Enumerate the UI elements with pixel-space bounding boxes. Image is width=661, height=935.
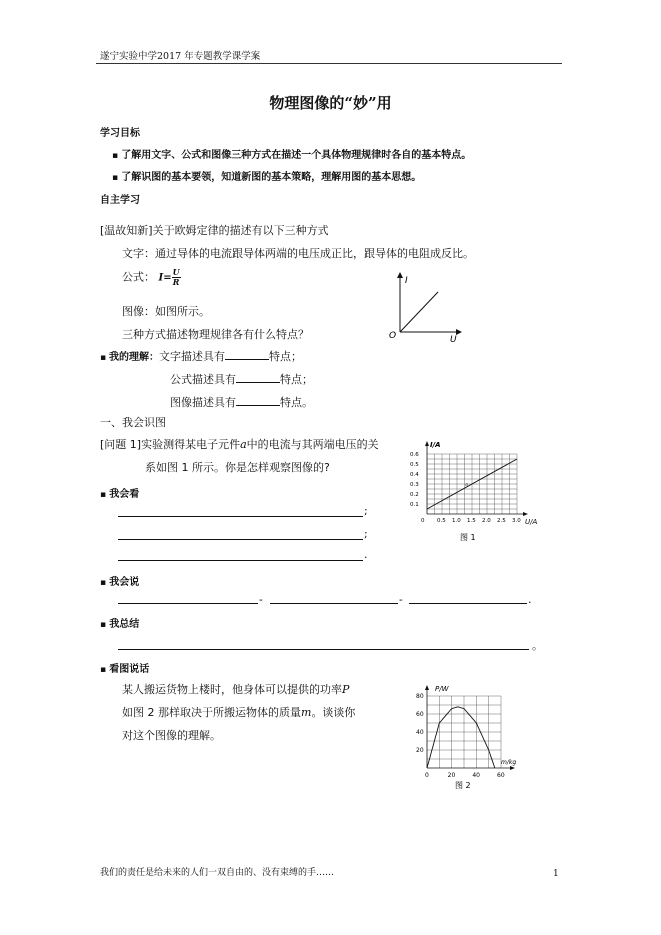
- formula-lhs: I: [158, 272, 164, 284]
- fig2-y-tick: 80: [416, 693, 424, 700]
- fig2-x-label: m/kg: [501, 759, 517, 766]
- fig1-x-tick: 2.5: [497, 518, 506, 524]
- fig1-x-arrow-icon: [523, 512, 528, 516]
- answer-line[interactable]: [118, 560, 363, 561]
- fig1-x-tick: 1.5: [467, 518, 476, 524]
- fig2-y-tick: 60: [416, 711, 424, 718]
- fig2-x-arrow-icon: [510, 766, 515, 770]
- understanding-label: 我的理解：: [108, 352, 159, 363]
- fig1-y-tick: 0.3: [410, 482, 419, 488]
- understanding-row-1: ▪ 我的理解：文字描述具有 特点；: [100, 350, 302, 363]
- problem1-line1: [问题 1]实验测得某电子元件a中的电流与其两端电压的关: [100, 438, 379, 451]
- header-rule: [96, 63, 562, 64]
- talk-line-2: 如图 2 那样取决于所搬运物体的质量m。谈谈你: [122, 706, 356, 719]
- three-ways-question: 三种方式描述物理规律各有什么特点？: [122, 328, 309, 341]
- bullet-icon: ▪: [112, 173, 122, 183]
- formula-fraction: $\frac{U}{R}$: [172, 267, 180, 287]
- answer-line[interactable]: [118, 516, 363, 517]
- self-study-heading: 自主学习: [100, 195, 140, 206]
- talk-line-3: 对这个图像的理解。: [122, 729, 221, 742]
- fig1-x-tick: 2.0: [482, 518, 491, 524]
- say-row: ▪ 我会说: [100, 577, 140, 588]
- answer-blank[interactable]: [236, 394, 280, 406]
- bullet-icon: ▪: [100, 353, 109, 363]
- fig2-caption: 图 2: [455, 781, 471, 790]
- fig1-y-arrow-icon: [425, 441, 429, 446]
- fig2-y-tick: 20: [416, 747, 424, 754]
- line-end: 。: [532, 639, 543, 652]
- fig2-x-tick: 40: [472, 772, 480, 779]
- formula-label: 公式：: [122, 270, 155, 284]
- talk-line-1: 某人搬运货物上楼时，他身体可以提供的功率P: [122, 683, 350, 696]
- understanding-row-3: 图像描述具有 特点。: [170, 396, 313, 409]
- fig2-x-tick: 60: [497, 772, 505, 779]
- image-description: 图像：如图所示。: [122, 305, 210, 318]
- summary-row: ▪ 我总结: [100, 619, 140, 630]
- answer-line[interactable]: [118, 539, 363, 540]
- fig1-x-label: U/A: [525, 518, 538, 526]
- page-title: 物理图像的“妙”用: [269, 94, 392, 112]
- figure-2-chart: [405, 682, 530, 792]
- header-school-line: 遂宁实验中学2017 年专题教学课学案: [100, 51, 261, 62]
- answer-blank[interactable]: [236, 371, 280, 383]
- fig1-y-tick: 0.5: [410, 462, 419, 468]
- fig1-y-label: I/A: [430, 441, 441, 449]
- fig1-curve-label: a: [465, 482, 469, 488]
- answer-line[interactable]: [270, 603, 398, 604]
- goal-item-1: ▪ 了解用文字、公式和图像三种方式在描述一个具体物理规律时各自的基本特点。: [112, 150, 472, 161]
- footer-motto: 我们的责任是给未来的人们一双自由的、没有束缚的手……: [100, 868, 335, 878]
- see-row: ▪ 我会看: [100, 489, 140, 500]
- fig1-y-tick: 0.6: [410, 452, 419, 458]
- fig1-caption: 图 1: [460, 533, 476, 542]
- fig2-y-label: P/W: [435, 685, 449, 693]
- line-sep: -: [399, 593, 403, 606]
- figure-1-chart: [405, 438, 538, 548]
- page-number: 1: [553, 869, 559, 879]
- fig1-x-tick: 1.0: [452, 518, 461, 524]
- formula-eq: =: [163, 272, 172, 284]
- problem1-line2: 系如图 1 所示。你是怎样观察图像的?: [145, 461, 330, 474]
- formula-row: [122, 268, 181, 287]
- bullet-icon: ▪: [100, 620, 110, 630]
- ohm-graph-origin: O: [389, 331, 397, 341]
- answer-line[interactable]: [409, 603, 527, 604]
- fig1-y-tick: 0.4: [410, 472, 419, 478]
- answer-line[interactable]: [118, 649, 529, 650]
- fig1-y-tick: 0.1: [410, 502, 419, 508]
- ohm-graph-x-label: U: [450, 335, 457, 345]
- line-sep: .: [528, 593, 532, 606]
- bullet-icon: ▪: [112, 151, 122, 161]
- bullet-icon: ▪: [100, 578, 110, 588]
- fig1-x-tick: 0.5: [437, 518, 446, 524]
- bullet-icon: ▪: [100, 490, 110, 500]
- fig2-y-tick: 40: [416, 729, 424, 736]
- ohm-law-graph: [386, 270, 466, 345]
- fig2-origin: 0: [425, 772, 429, 779]
- ohm-graph-y-label: I: [405, 276, 408, 286]
- fig2-x-tick: 20: [447, 772, 456, 779]
- answer-line[interactable]: [118, 603, 258, 604]
- line-sep: -: [259, 593, 263, 606]
- review-intro: [温故知新]关于欧姆定律的描述有以下三种方式: [100, 224, 329, 237]
- goals-heading: 学习目标: [100, 128, 140, 139]
- section1-heading: 一、我会识图: [100, 416, 166, 429]
- bullet-icon: ▪: [100, 665, 110, 675]
- fig2-y-arrow-icon: [425, 685, 429, 690]
- text-description: 文字：通过导体的电流跟导体两端的电压成正比，跟导体的电阻成反比。: [122, 247, 474, 260]
- line-end: ;: [364, 504, 368, 517]
- understanding-row-2: 公式描述具有 特点；: [170, 373, 313, 386]
- fig1-origin: 0: [421, 518, 425, 524]
- talk-row: ▪ 看图说话: [100, 664, 150, 675]
- answer-blank[interactable]: [225, 348, 269, 360]
- goal-item-2: ▪ 了解识图的基本要领，知道新图的基本策略，理解用图的基本思想。: [112, 172, 422, 183]
- line-end: .: [364, 548, 368, 561]
- line-end: ;: [364, 527, 368, 540]
- fig1-x-tick: 3.0: [512, 518, 521, 524]
- fig1-y-tick: 0.2: [410, 492, 419, 498]
